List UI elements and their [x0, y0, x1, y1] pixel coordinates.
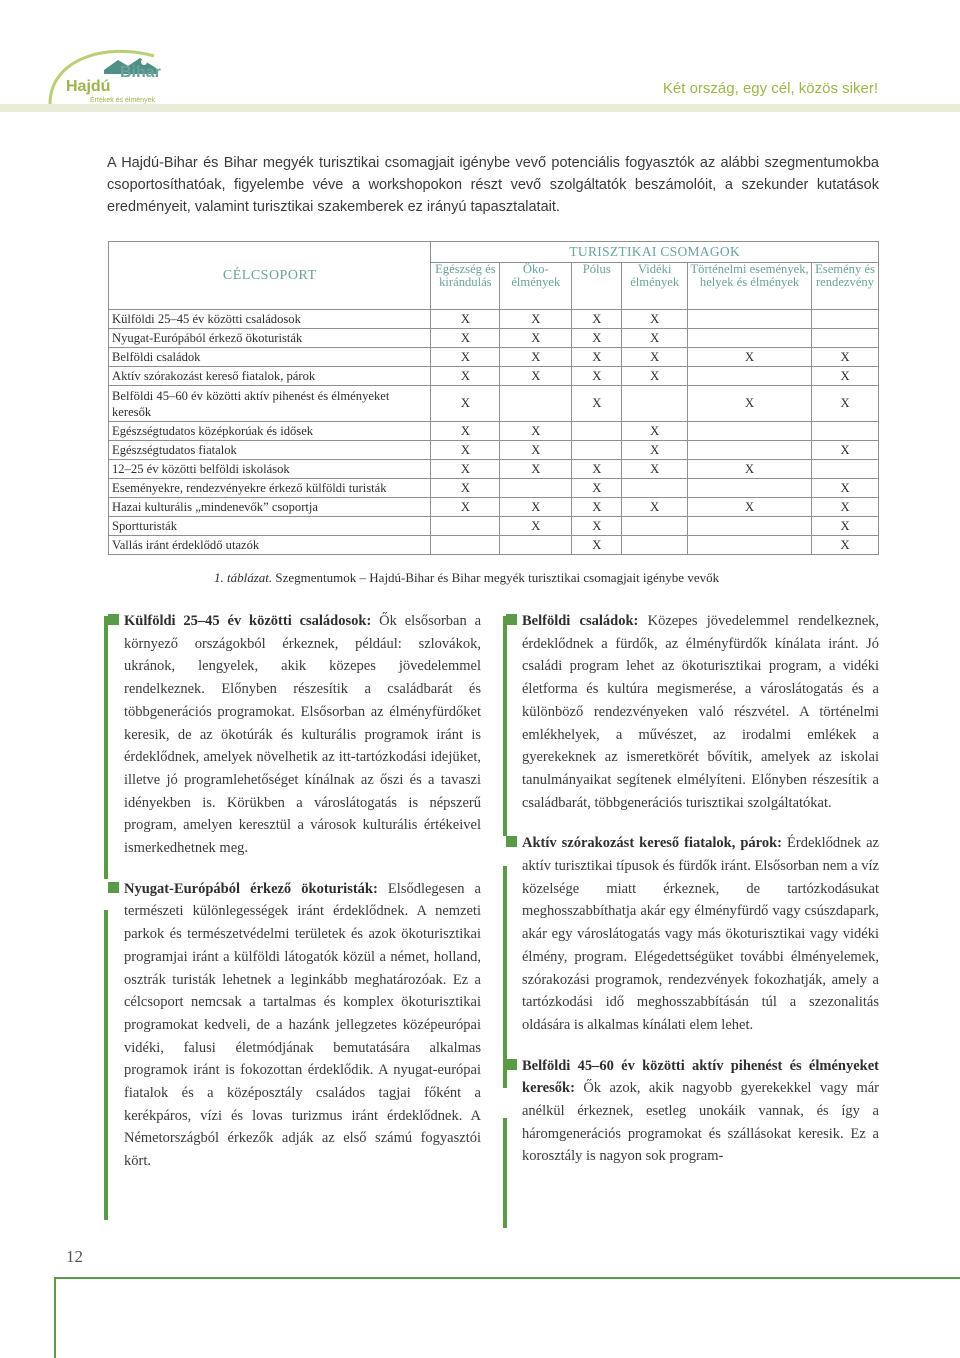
cell-mark: X	[431, 367, 500, 386]
cell-mark: X	[622, 310, 688, 329]
cell-mark: X	[431, 441, 500, 460]
cell-mark: X	[812, 498, 879, 517]
column-header: Öko-élmények	[500, 263, 572, 310]
table-caption	[214, 570, 719, 586]
table-row	[109, 479, 879, 498]
row-label: 12–25 év közötti belföldi iskolások	[109, 460, 431, 479]
cell-mark	[812, 422, 879, 441]
cell-mark: X	[572, 310, 622, 329]
cell-mark: X	[572, 460, 622, 479]
segment-text: Érdeklődnek az aktív turisztikai típusok és fürdők iránt. Elsősorban nem a víz közelsége miatt érkeznek, de tartózkodásukat meghosszabbíthatja akár egy élményfürdő vagy csúszdapark, akár egy városlátogatás vagy más ökoturisztikai vagy vidéki élmény, program. Elégedettségüket további élményelemek, szórakozási programok, rendezvények fokozhatják, amely a tartózkodási idő meghosszabbításán túl a szezonalitás oldására is alkalmas kínálati elem lehet.	[522, 835, 879, 1033]
cell-mark	[812, 460, 879, 479]
cell-mark	[572, 422, 622, 441]
cell-mark	[688, 310, 812, 329]
row-label: Aktív szórakozást kereső fiatalok, párok	[109, 367, 431, 386]
cell-mark	[622, 536, 688, 555]
cell-mark: X	[622, 348, 688, 367]
cell-mark: X	[572, 479, 622, 498]
cell-mark: X	[500, 367, 572, 386]
cell-mark: X	[431, 498, 500, 517]
cell-mark	[812, 329, 879, 348]
row-label: Sportturisták	[109, 517, 431, 536]
right-column	[522, 610, 879, 1182]
segment-paragraph	[124, 610, 481, 860]
cell-mark: X	[431, 310, 500, 329]
cell-mark	[431, 536, 500, 555]
header-band	[0, 104, 960, 112]
row-label: Egészségtudatos középkorúak és idősek	[109, 422, 431, 441]
page-header	[0, 0, 960, 112]
table-row	[109, 310, 879, 329]
cell-mark	[688, 329, 812, 348]
cell-mark: X	[622, 329, 688, 348]
cell-mark: X	[500, 460, 572, 479]
cell-mark: X	[572, 517, 622, 536]
cell-mark: X	[572, 348, 622, 367]
table-row	[109, 348, 879, 367]
cell-mark: X	[431, 348, 500, 367]
right-accent-bar	[503, 616, 507, 836]
packages-group-header: TURISZTIKAI CSOMAGOK	[431, 242, 879, 263]
row-label: Nyugat-Európából érkező ökoturisták	[109, 329, 431, 348]
caption-label: 1. táblázat.	[214, 570, 273, 585]
target-group-header: CÉLCSOPORT	[109, 242, 431, 310]
cell-mark	[688, 517, 812, 536]
column-header: Történelmi események, helyek és élmények	[688, 263, 812, 310]
cell-mark: X	[500, 441, 572, 460]
bullet-square-icon	[108, 614, 119, 625]
segment-title: Külföldi 25–45 év közötti családosok:	[124, 613, 372, 629]
cell-mark	[500, 479, 572, 498]
table-row	[109, 329, 879, 348]
cell-mark: X	[572, 536, 622, 555]
row-label: Eseményekre, rendezvényekre érkező külföldi turisták	[109, 479, 431, 498]
segment-paragraph	[522, 1055, 879, 1169]
bullet-square-icon	[506, 614, 517, 625]
table-row	[109, 536, 879, 555]
cell-mark	[688, 422, 812, 441]
column-header: Vidéki élmények	[622, 263, 688, 310]
row-label: Belföldi családok	[109, 348, 431, 367]
cell-mark	[688, 479, 812, 498]
right-accent-bar	[503, 866, 507, 1088]
footer-rule	[54, 1277, 960, 1279]
table-row	[109, 367, 879, 386]
column-header: Egészség és kirándulás	[431, 263, 500, 310]
table-row	[109, 460, 879, 479]
cell-mark: X	[812, 517, 879, 536]
cell-mark: X	[500, 422, 572, 441]
footer-rule-vertical	[54, 1277, 56, 1358]
bullet-square-icon	[506, 836, 517, 847]
cell-mark	[688, 536, 812, 555]
cell-mark	[622, 386, 688, 422]
table-row	[109, 386, 879, 422]
row-label: Hazai kulturális „mindenevők” csoportja	[109, 498, 431, 517]
cell-mark: X	[500, 348, 572, 367]
caption-text: Szegmentumok – Hajdú-Bihar és Bihar megyék turisztikai csomagjait igénybe vevők	[272, 570, 720, 585]
left-accent-bar	[104, 616, 108, 879]
cell-mark: X	[431, 329, 500, 348]
cell-mark	[500, 536, 572, 555]
cell-mark: X	[500, 517, 572, 536]
table-row	[109, 422, 879, 441]
segment-title: Aktív szórakozást kereső fiatalok, párok:	[522, 835, 782, 852]
cell-mark: X	[688, 348, 812, 367]
cell-mark	[622, 479, 688, 498]
cell-mark: X	[622, 460, 688, 479]
column-header: Pólus	[572, 263, 622, 310]
cell-mark: X	[812, 479, 879, 498]
cell-mark: X	[572, 329, 622, 348]
cell-mark	[622, 517, 688, 536]
cell-mark: X	[622, 367, 688, 386]
cell-mark: X	[572, 367, 622, 386]
cell-mark: X	[812, 348, 879, 367]
segment-paragraph	[522, 832, 879, 1036]
cell-mark: X	[688, 386, 812, 422]
bullet-square-icon	[506, 1059, 517, 1070]
table-row	[109, 441, 879, 460]
row-label: Vallás iránt érdeklődő utazók	[109, 536, 431, 555]
cell-mark: X	[572, 386, 622, 422]
cell-mark: X	[812, 367, 879, 386]
cell-mark: X	[500, 498, 572, 517]
cell-mark: X	[812, 441, 879, 460]
segment-text: Közepes jövedelemmel rendelkeznek, érdeklődnek a fürdők, az élményfürdők kínálata iránt. Jó családi program lehet az ökoturisztikai program, a vidéki életforma és kultúra megismerése, a városlátogatás és a különböző rendezvényeken való részvétel. A történelmi emlékhelyek, a művészet, az irodalmi emlékek a gyerekeknek az ismeretkörét bővítik, amelyek az iskolai tanulmányaikat segítenek elmélyíteni. Előnyben részesítik a családbarát, többgenerációs turisztikai szolgáltatókat.	[522, 613, 879, 811]
segment-text: Ők azok, akik nagyobb gyerekekkel vagy már anélkül érkeznek, esetleg unokáik vannak, és így a háromgenerációs programokat és szállásokat keresik. Ez a korosztály is nagyon sok program-	[522, 1080, 879, 1165]
cell-mark: X	[431, 460, 500, 479]
segment-title: Nyugat-Európából érkező ökoturisták:	[124, 880, 378, 897]
cell-mark: X	[812, 536, 879, 555]
cell-mark: X	[500, 310, 572, 329]
segment-title: Belföldi családok:	[522, 613, 639, 629]
cell-mark: X	[431, 479, 500, 498]
segment-text: Elsődlegesen a természeti különlegességek iránt érdeklődnek. A nemzeti parkok és természetvédelmi területek és azok ökoturisztikai programjai iránt a külföldi látogatók közül a német, holland, osztrák turisták lehetnek a leginkább meghatározóak. Ez a célcsoport nemcsak a tartalmas és komplex ökoturisztikai programokat kedveli, de a hazánk jellegzetes középeurópai vidéki, falusi életmódjának bemutatására alkalmas programok iránt is fokozottan érdeklődik. A nyugat-európai fiatalok és a középosztály családos tagjai főként a kerékpáros, vízi és lovas turizmus iránt érdeklődnek. A Németországból érkezők adják az első számú fogyasztói kört.	[124, 880, 481, 1170]
cell-mark	[572, 441, 622, 460]
row-label: Egészségtudatos fiatalok	[109, 441, 431, 460]
row-label: Külföldi 25–45 év közötti családosok	[109, 310, 431, 329]
logo-tagline: Értékek és élmények	[90, 97, 155, 104]
header-slogan: Két ország, egy cél, közös siker!	[662, 80, 878, 97]
left-column	[124, 610, 481, 1187]
cell-mark: X	[688, 460, 812, 479]
bullet-square-icon	[108, 882, 119, 893]
row-label: Belföldi 45–60 év közötti aktív pihenést és élményeket keresők	[109, 386, 431, 422]
right-accent-bar	[503, 1118, 507, 1228]
cell-mark: X	[572, 498, 622, 517]
logo-wordmark-secondary: Bihar	[120, 64, 161, 81]
table-row	[109, 517, 879, 536]
cell-mark: X	[500, 329, 572, 348]
cell-mark: X	[622, 422, 688, 441]
segment-text: Ők elsősorban a környező országokból érkeznek, például: szlovákok, ukránok, lengyelek, akik közepes jövedelemmel rendelkeznek. Előnyben részesítik a családbarát és többgenerációs programokat. Elsősorban az élményfürdőket keresik, de az ökotúrák és kulturális programok iránt is érdeklődnek, amelyek növelhetik az itt-tartózkodási idejüket, illetve jó programlehetőséget kínálnak az őszi és a tavaszi idényekben is. Körükben a városlátogatás is népszerű program, amelyen keresztül a városok kulturális értékeivel ismerkedhetnek meg.	[124, 613, 482, 857]
page-number: 12	[66, 1247, 83, 1266]
left-accent-bar	[104, 910, 108, 1220]
cell-mark: X	[622, 441, 688, 460]
cell-mark	[812, 310, 879, 329]
segment-table	[108, 241, 879, 555]
segment-title: Belföldi 45–60 év közötti aktív pihenést és élményeket keresők:	[522, 1057, 879, 1097]
cell-mark	[500, 386, 572, 422]
segment-paragraph	[124, 878, 481, 1173]
cell-mark: X	[431, 386, 500, 422]
cell-mark	[688, 367, 812, 386]
cell-mark: X	[622, 498, 688, 517]
cell-mark	[431, 517, 500, 536]
segment-paragraph	[522, 610, 879, 814]
table-row	[109, 498, 879, 517]
cell-mark: X	[688, 498, 812, 517]
cell-mark: X	[812, 386, 879, 422]
intro-paragraph: A Hajdú-Bihar és Bihar megyék turisztikai csomagjait igénybe vevő potenciális fogyasztók az alábbi szegmentumokba csoportosíthatóak, figyelembe véve a workshopokon részt vevő szolgáltatók beszámolóit, a szekunder kutatások eredményeit, valamint turisztikai szakemberek ez irányú tapasztalatait.	[107, 155, 879, 215]
logo-wordmark: Hajdú	[66, 78, 111, 95]
column-header: Esemény és rendezvény	[812, 263, 879, 310]
cell-mark: X	[431, 422, 500, 441]
cell-mark	[688, 441, 812, 460]
